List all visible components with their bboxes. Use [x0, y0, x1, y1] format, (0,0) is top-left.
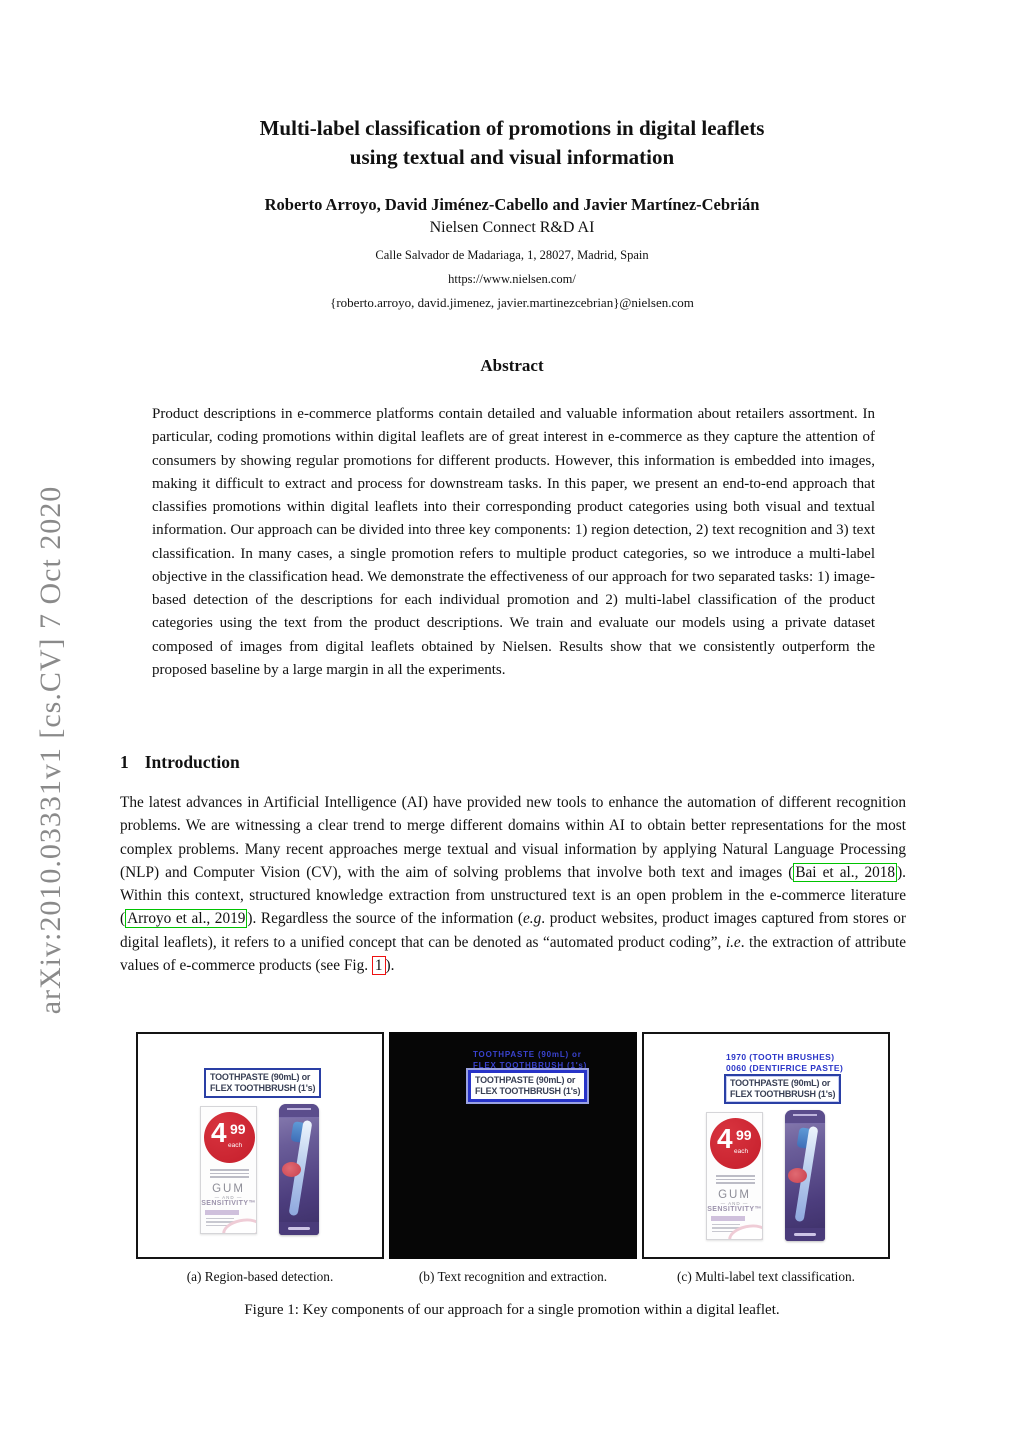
brand-word-and: — AND — [214, 1195, 243, 1200]
intro-italic-eg: e.g [523, 910, 542, 928]
promotion-text-line2: FLEX TOOTHBRUSH (1's) [730, 1088, 836, 1099]
brand-word-and: — AND — [720, 1201, 749, 1206]
figure-panel-a-region-detection [136, 1032, 384, 1259]
section-number: 1 [120, 752, 129, 772]
authors: Roberto Arroyo, David Jiménez-Cabello and Javier Martínez-Cebrián [264, 195, 760, 214]
intro-text-6: ). [385, 956, 395, 974]
abstract-heading: Abstract [480, 356, 544, 375]
price-badge [710, 1118, 761, 1169]
brand-word-sensitivity: SENSITIVITY™ [707, 1206, 762, 1213]
subcaption-c: (c) Multi-label text classification. [677, 1269, 855, 1284]
toothbrush-pack-footer [785, 1228, 825, 1241]
product-images [138, 1034, 382, 1257]
intro-text-2: ). Within this context, structured knowledge extraction from unstructured text is an open problem in the e-commerce literature ( [120, 863, 906, 928]
affiliation: Nielsen Connect R&D AI [429, 219, 595, 236]
ocr-text-line2: FLEX TOOTHBRUSH (1's) [473, 1061, 588, 1070]
promotion-text-line1: TOOTHPASTE (90mL) or [475, 1075, 576, 1085]
price-unit: each [228, 1142, 243, 1149]
price-integer: 4 [717, 1123, 733, 1154]
arxiv-watermark: arXiv:2010.03331v1 [cs.CV] 7 Oct 2020 [34, 485, 67, 1015]
toothbrush-sticker [788, 1168, 807, 1183]
toothbrush-sticker [282, 1162, 301, 1177]
intro-text-1: The latest advances in Artificial Intelligence (AI) have provided new tools to enhance the automation of different recognition problems. We are witnessing a clear trend to merge different domains within AI to obtain better representations for the most complex problems. Many recent approaches merge textual and visual information by applying Natural Language Processing (NLP) and Computer Vision (CV), with the aim of solving problems that involve both text and images ( [120, 794, 906, 881]
brand-word-gum: GUM [718, 1189, 751, 1201]
paper-title-line2: using textual and visual information [349, 145, 675, 169]
price-badge [204, 1112, 255, 1163]
fine-print-lines [716, 1175, 755, 1186]
toothpaste-box-image [706, 1112, 763, 1240]
intro-text-3: ). Regardless the source of the information ( [247, 910, 523, 928]
category-label-2: 0060 (DENTIFRICE PASTE) [726, 1063, 844, 1073]
intro-text-4: . product websites, product images captured from stores or digital leaflets), it refers to a unified concept that can be denoted as “automated product coding”, [120, 910, 906, 951]
brand-word-gum: GUM [212, 1183, 245, 1195]
price-integer: 4 [211, 1117, 227, 1148]
product-images [644, 1040, 888, 1263]
website-link[interactable]: https://www.nielsen.com/ [448, 272, 576, 286]
author-emails: {roberto.arroyo, david.jimenez, javier.martinezcebrian}@nielsen.com [330, 295, 694, 310]
subcaption-b: (b) Text recognition and extraction. [418, 1269, 608, 1284]
figure-1-reference[interactable]: 1 [372, 956, 386, 975]
toothbrush-pack-header [279, 1104, 319, 1118]
fine-print-lines [210, 1169, 249, 1180]
promotion-text-line2: FLEX TOOTHBRUSH (1's) [475, 1085, 581, 1096]
section-heading-introduction [120, 752, 240, 773]
promotion-text-line1: TOOTHPASTE (90mL) or [210, 1072, 311, 1082]
toothbrush-pack-image [279, 1104, 319, 1235]
introduction-paragraph [120, 791, 906, 977]
paper-title [0, 114, 1024, 172]
price-unit: each [734, 1148, 749, 1155]
promotion-text-line1: TOOTHPASTE (90mL) or [730, 1078, 831, 1088]
package-accent-bar [205, 1210, 239, 1215]
toothpaste-box-image [200, 1106, 257, 1234]
section-title: Introduction [144, 752, 240, 772]
toothbrush-pack-header [785, 1110, 825, 1124]
citation-arroyo-2019[interactable]: Arroyo et al., 2019 [127, 910, 246, 928]
subcaption-a: (a) Region-based detection. [186, 1269, 334, 1284]
figure-panel-b-text-recognition [389, 1032, 637, 1259]
citation-bai-2018[interactable]: Bai et al., 2018 [795, 863, 896, 881]
price-decimals: 99 [736, 1127, 752, 1143]
figure-1-caption: Figure 1: Key components of our approach for a single promotion within a digital leaflet. [244, 1302, 780, 1318]
toothbrush-pack-image [785, 1110, 825, 1241]
intro-text-5: . the extraction of attribute values of e-commerce products (see Fig. [120, 933, 907, 974]
abstract-text: Product descriptions in e-commerce platforms contain detailed and valuable information about retailers assortment. In particular, coding promotions within digital leaflets are of great interest in e-commerce as they capture the attention of consumers by showing regular promotions for different products. However, this information is embedded into images, making it difficult to extract and process for downstream tasks. In this paper, we present an end-to-end approach that classifies promotions within digital leaflets into their corresponding product categories using both visual and textual information. Our approach can be divided into three key components: 1) region detection, 2) text recognition and 3) text classification. In many cases, a single promotion refers to multiple product categories, so we introduce a multi-label objective in the classification head. We demonstrate the effectiveness of our approach for two separated tasks: 1) image-based detection of the descriptions for each individual promotion and 2) multi-label classification of the product categories using the text from the product descriptions. We train and evaluate our models using a private dataset composed of images from digital leaflets obtained by Nielsen. Results show that we consistently outperform the proposed baseline by a large margin in all the experiments. [152, 406, 875, 678]
paper-title-line1: Multi-label classification of promotions in digital leaflets [259, 116, 765, 140]
cropped-region-box [468, 1070, 587, 1102]
ocr-text-line1: TOOTHPASTE (90mL) or [473, 1050, 582, 1059]
category-label-1: 1970 (TOOTH BRUSHES) [726, 1052, 835, 1062]
intro-italic-ie: i.e [725, 933, 741, 951]
price-decimals: 99 [230, 1121, 246, 1137]
figure-panel-c-classification [642, 1032, 890, 1259]
promotion-text-line2: FLEX TOOTHBRUSH (1's) [210, 1082, 316, 1093]
ocr-extracted-text [473, 1049, 587, 1071]
brand-word-sensitivity: SENSITIVITY™ [201, 1200, 256, 1207]
package-accent-bar [711, 1216, 745, 1221]
address: Calle Salvador de Madariaga, 1, 28027, Madrid, Spain [375, 248, 649, 262]
figure-1 [136, 1032, 890, 1259]
figure-subcaptions [136, 1269, 890, 1285]
toothbrush-pack-footer [279, 1222, 319, 1235]
